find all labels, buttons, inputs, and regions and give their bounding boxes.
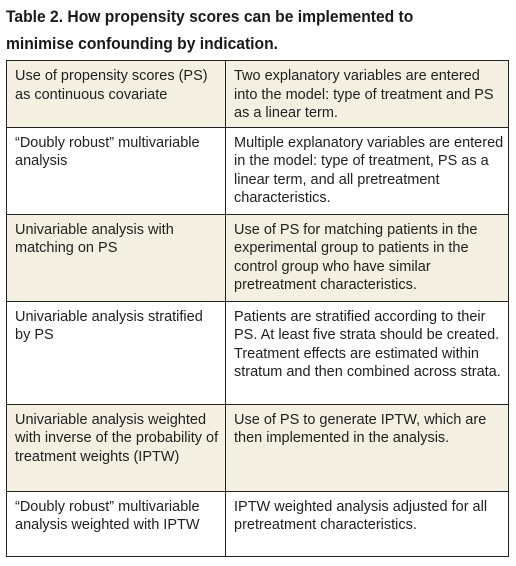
method-cell (7, 127, 226, 214)
table-row (7, 61, 509, 128)
description-cell (226, 61, 509, 128)
method-text: “Doubly robust” multivariable analysis weighted with IPTW (15, 498, 200, 533)
table-row (7, 404, 509, 491)
method-text: “Doubly robust” multivariable analysis (15, 134, 200, 169)
method-text: Univariable analysis stratified by PS (15, 308, 203, 343)
method-cell (7, 301, 226, 404)
table-caption: Table 2. How propensity scores can be implemented to minimise confounding by indication. (6, 7, 414, 53)
description-text: IPTW weighted analysis adjusted for all pretreatment characteristics. (234, 498, 488, 533)
propensity-score-table (6, 60, 509, 557)
description-text: Multiple explanatory variables are entered in the model: type of treatment, PS as a linear term, and all pretreatment characteristics. (234, 134, 504, 206)
method-text: Univariable analysis with matching on PS (15, 221, 174, 256)
description-text: Two explanatory variables are entered into the model: type of treatment and PS as a linear term. (234, 68, 494, 121)
method-cell (7, 404, 226, 491)
description-cell (226, 404, 509, 491)
table-row (7, 127, 509, 214)
method-cell (7, 61, 226, 128)
description-cell (226, 214, 509, 301)
description-cell (226, 127, 509, 214)
method-cell (7, 214, 226, 301)
description-cell (226, 491, 509, 556)
table-row (7, 214, 509, 301)
table-row (7, 301, 509, 404)
description-text: Use of PS for matching patients in the experimental group to patients in the control group who have similar pretreatment characteristics. (234, 221, 478, 293)
method-text: Univariable analysis weighted with inverse of the probability of treatment weights (IPTW) (15, 411, 219, 465)
table-row (7, 491, 509, 556)
description-cell (226, 301, 509, 404)
method-cell (7, 491, 226, 556)
description-text: Patients are stratified according to their PS. At least five strata should be created. Treatment effects are estimated within stratum and then combined across strata. (234, 308, 501, 380)
method-text: Use of propensity scores (PS) as continuous covariate (15, 68, 208, 103)
description-text: Use of PS to generate IPTW, which are then implemented in the analysis. (234, 411, 487, 446)
